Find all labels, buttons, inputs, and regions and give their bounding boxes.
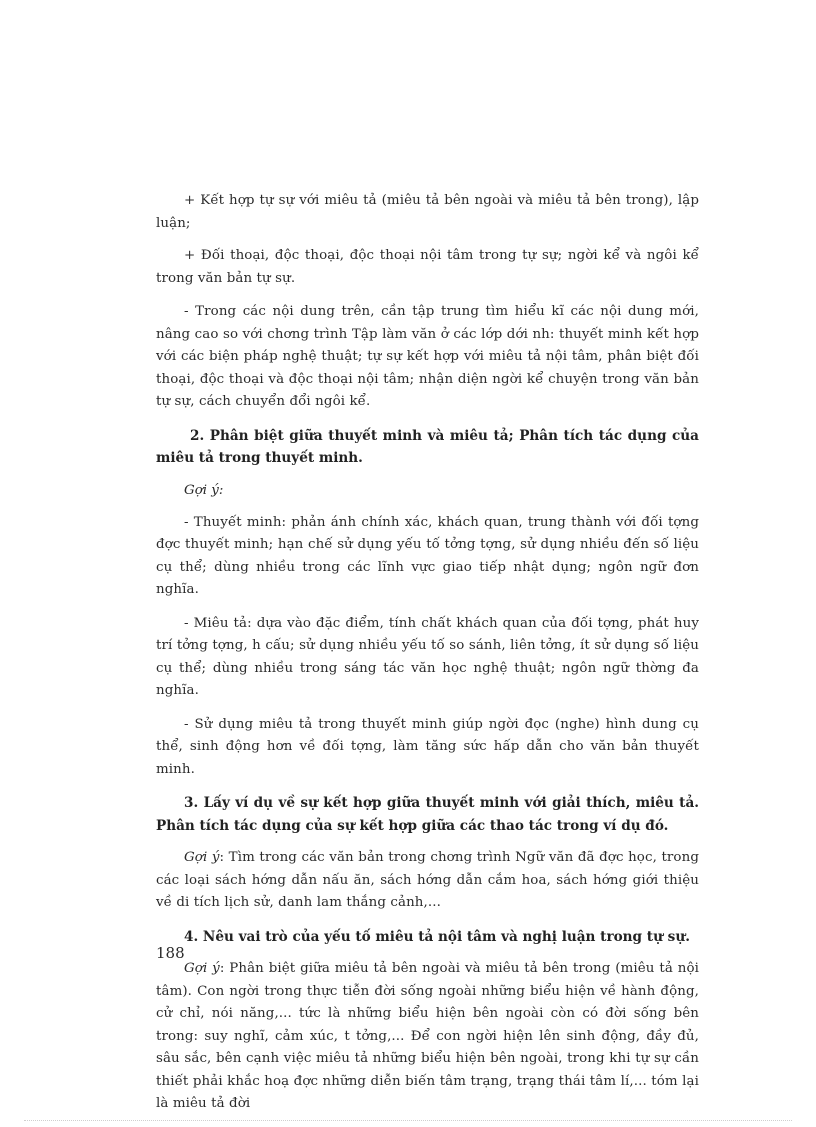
section-heading-2: 2. Phân biệt giữa thuyết minh và miêu tả; Phân tích tác dụng của miêu tả trong thuyết minh.	[156, 427, 699, 466]
paragraph-combine-narration: + Kết hợp tự sự với miêu tả (miêu tả bên ngoài và miêu tả bên trong), lập luận;	[156, 193, 699, 231]
list-item-descriptive: - Miêu tả: dựa vào đặc điểm, tính chất khách quan của đối tợng, phát huy trí tởng tợng, h cấu; sử dụng nhiều yếu tố so sánh, liên tởng, ít sử dụng số liệu cụ thể; dùng nhiều trong sáng tác văn học nghệ thuật; ngôn ngữ thờng đa nghĩa.	[156, 615, 699, 698]
page-number: 188	[156, 944, 185, 962]
hint-text: : Tìm trong các văn bản trong chơng trình Ngữ văn đã đợc học, trong các loại sách hớng dẫn nấu ăn, sách hớng dẫn cắm hoa, sách hớng giới thiệu về di tích lịch sử, danh lam thắng cảnh,...	[156, 850, 699, 910]
paragraph-focus-content: - Trong các nội dung trên, cần tập trung tìm hiểu kĩ các nội dung mới, nâng cao so với chơng trình Tập làm văn ở các lớp dới nh: thuyết minh kết hợp với các biện pháp nghệ thuật; tự sự kết hợp với miêu tả nội tâm, phân biệt đối thoại, độc thoại và độc thoại nội tâm; nhận diện ngời kể chuyện trong văn bản tự sự, cách chuyển đổi ngôi kể.	[156, 304, 699, 409]
section-heading-3: 3. Lấy ví dụ về sự kết hợp giữa thuyết minh với giải thích, miêu tả. Phân tích tác dụng của sự kết hợp giữa các thao tác trong ví dụ đó.	[156, 795, 699, 834]
section-heading-4: 4. Nêu vai trò của yếu tố miêu tả nội tâm và nghị luận trong tự sự.	[184, 928, 690, 945]
hint-label: Gợi ý	[184, 961, 220, 976]
page-content	[156, 190, 699, 1127]
page-bottom-divider	[24, 1120, 792, 1121]
hint-text: : Phân biệt giữa miêu tả bên ngoài và miêu tả bên trong (miêu tả nội tâm). Con ngời trong thực tiễn đời sống ngoài những biểu hiện về hành động, cử chỉ, nói năng,... tức là những biểu hiện bên ngoài còn có đời sống bên trong: suy nghĩ, cảm xúc, t tởng,... Để con ngời hiện lên sinh động, đầy đủ, sâu sắc, bên cạnh việc miêu tả những biểu hiện bên ngoài, trong khi tự sự cần thiết phải khắc hoạ đợc những diễn biến tâm trạng, trạng thái tâm lí,... tóm lại là miêu tả đời	[156, 961, 699, 1111]
section-3-hint	[156, 847, 699, 915]
hint-label: Gợi ý	[184, 850, 220, 865]
paragraph-dialogue-monologue: + Đối thoại, độc thoại, độc thoại nội tâm trong tự sự; ngời kể và ngôi kể trong văn bản tự sự.	[156, 248, 699, 286]
section-4-hint	[156, 958, 699, 1116]
hint-label: Gợi ý:	[184, 482, 224, 498]
list-item-expository: - Thuyết minh: phản ánh chính xác, khách quan, trung thành với đối tợng đợc thuyết minh; hạn chế sử dụng yếu tố tởng tợng, sử dụng nhiều đến số liệu cụ thể; dùng nhiều trong các lĩnh vực giao tiếp nhật dụng; ngôn ngữ đơn nghĩa.	[156, 514, 699, 597]
list-item-use-description: - Sử dụng miêu tả trong thuyết minh giúp ngời đọc (nghe) hình dung cụ thể, sinh động hơn về đối tợng, làm tăng sức hấp dẫn cho văn bản thuyết minh.	[156, 716, 699, 777]
